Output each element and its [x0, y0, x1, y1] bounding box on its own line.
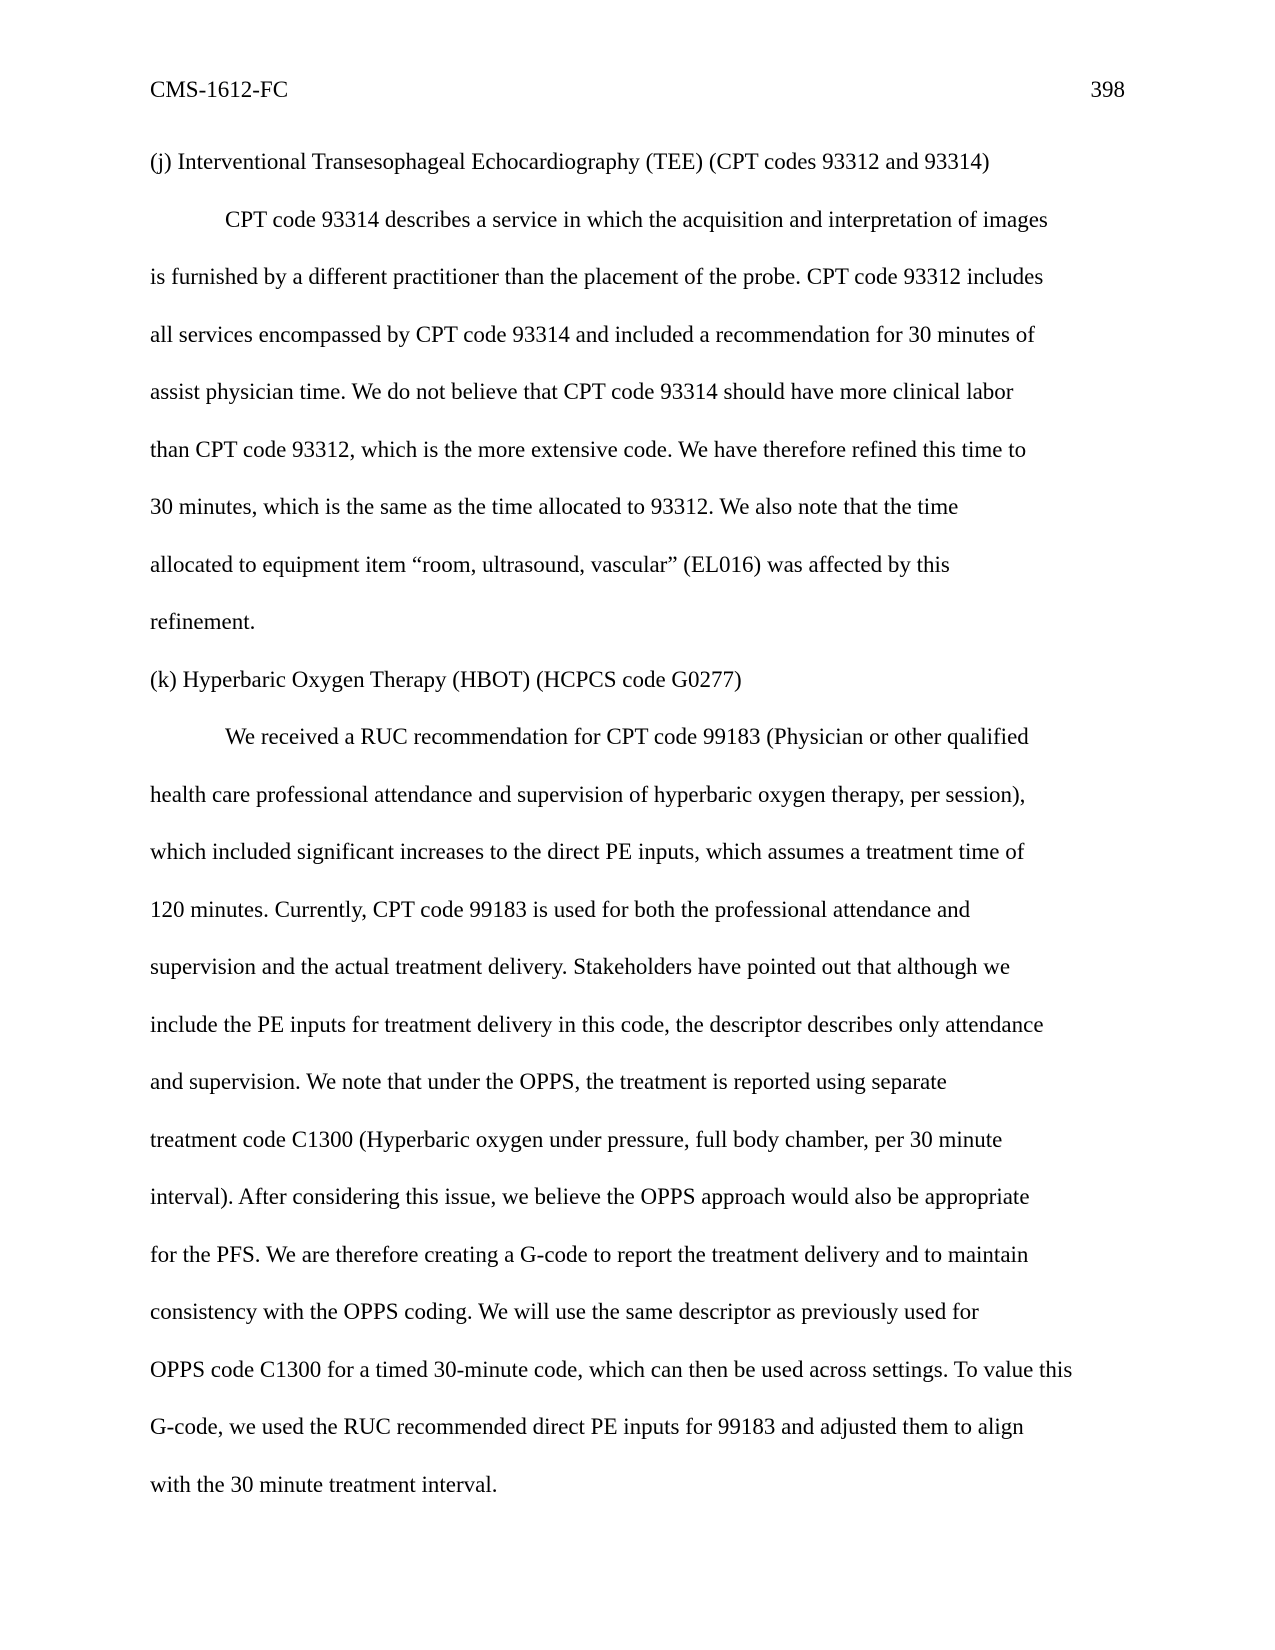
document-id: CMS-1612-FC [150, 77, 289, 102]
text-line: for the PFS. We are therefore creating a G-code to report the treatment delivery and to maintain [150, 1241, 1029, 1267]
paragraph-hbot [150, 708, 1125, 1513]
text-line: and supervision. We note that under the OPPS, the treatment is reported using separate [150, 1069, 947, 1094]
text-line: all services encompassed by CPT code 93314 and included a recommendation for 30 minutes of [150, 321, 1035, 347]
text-line: than CPT code 93312, which is the more extensive code. We have therefore refined this time to [150, 436, 1027, 462]
section-heading-k: (k) Hyperbaric Oxygen Therapy (HBOT) (HCPCS code G0277) [150, 666, 742, 692]
text-line: consistency with the OPPS coding. We will use the same descriptor as previously used for [150, 1299, 979, 1324]
section-heading-j: (j) Interventional Transesophageal Echocardiography (TEE) (CPT codes 93312 and 93314) [150, 149, 990, 174]
text-line: supervision and the actual treatment delivery. Stakeholders have pointed out that although we [150, 954, 1011, 979]
paragraph-tee [150, 191, 1125, 651]
text-line: treatment code C1300 (Hyperbaric oxygen under pressure, full body chamber, per 30 minute [150, 1126, 1003, 1152]
text-line: 120 minutes. Currently, CPT code 99183 is used for both the professional attendance and [150, 896, 971, 922]
text-line: 30 minutes, which is the same as the time allocated to 93312. We also note that the time [150, 494, 959, 519]
text-line: is furnished by a different practitioner than the placement of the probe. CPT code 93312 includes [150, 264, 1044, 289]
text-line: OPPS code C1300 for a timed 30-minute code, which can then be used across settings. To value this [150, 1356, 1073, 1382]
text-line: We received a RUC recommendation for CPT code 99183 (Physician or other qualified [225, 724, 1029, 749]
text-line: interval). After considering this issue, we believe the OPPS approach would also be appropriate [150, 1184, 1030, 1209]
text-line: allocated to equipment item “room, ultrasound, vascular” (EL016) was affected by this [150, 551, 950, 577]
text-line: CPT code 93314 describes a service in which the acquisition and interpretation of images [225, 206, 1048, 232]
text-line: assist physician time. We do not believe that CPT code 93314 should have more clinical labor [150, 379, 1014, 404]
text-line: G-code, we used the RUC recommended direct PE inputs for 99183 and adjusted them to align [150, 1414, 1024, 1439]
text-line: health care professional attendance and supervision of hyperbaric oxygen therapy, per session), [150, 781, 1026, 807]
text-line: which included significant increases to the direct PE inputs, which assumes a treatment time of [150, 839, 1025, 864]
document-body [150, 133, 1125, 1513]
page-number: 398 [1090, 77, 1125, 102]
text-line: include the PE inputs for treatment delivery in this code, the descriptor describes only attendance [150, 1011, 1044, 1037]
text-line: with the 30 minute treatment interval. [150, 1471, 498, 1497]
text-line: refinement. [150, 609, 256, 634]
